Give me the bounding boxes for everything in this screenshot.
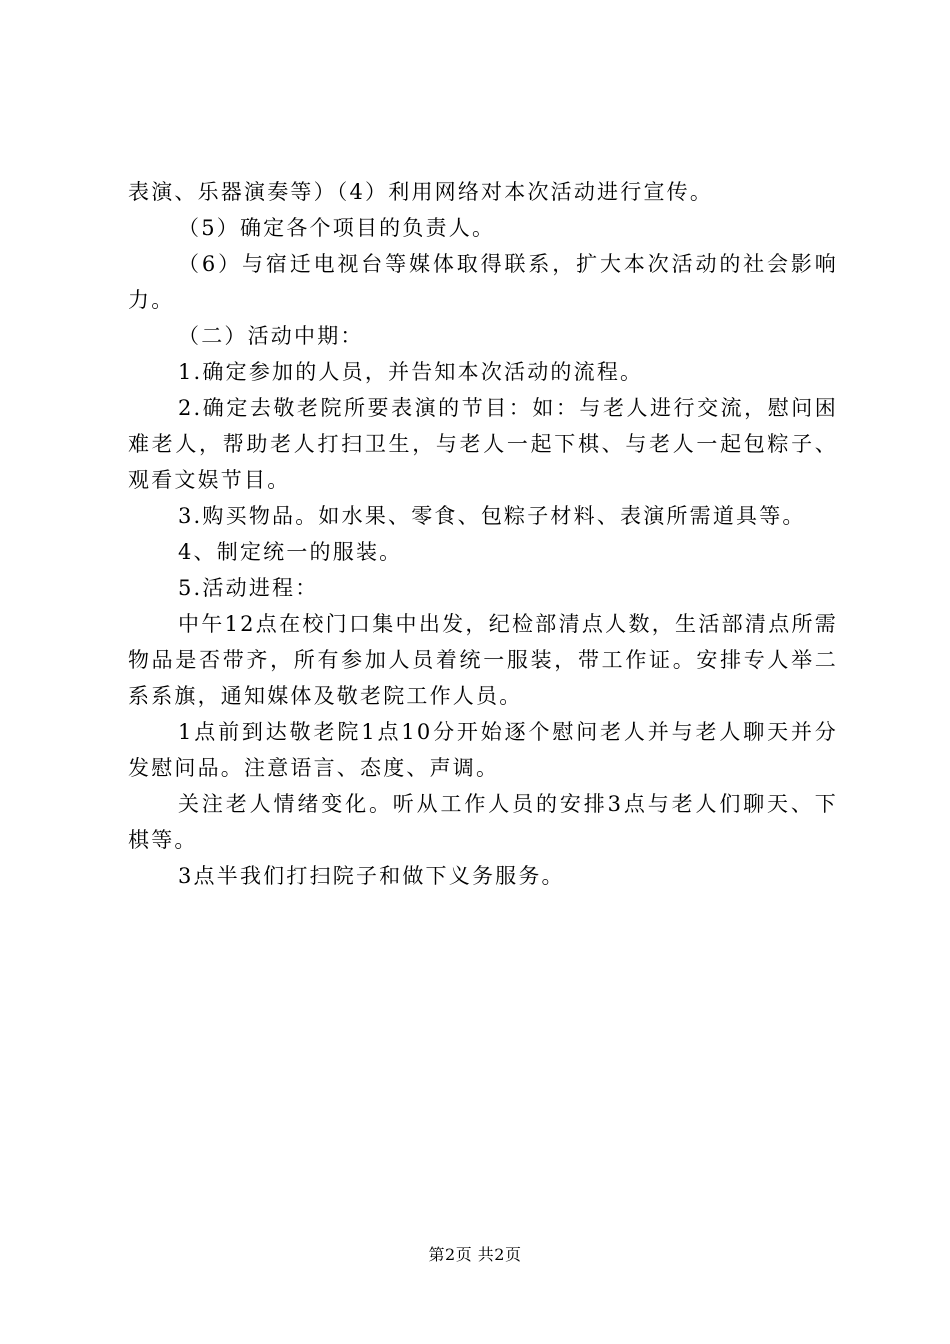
paragraph-6: 2.确定去敬老院所要表演的节目：如：与老人进行交流，慰问困难老人，帮助老人打扫卫生，与老人一起下棋、与老人一起包粽子、观看文娱节目。 (128, 396, 838, 492)
paragraph-13: 3点半我们打扫院子和做下义务服务。 (178, 864, 565, 888)
paragraph-8: 4、制定统一的服装。 (178, 540, 403, 564)
page-number-label: 第2页 共2页 (428, 1245, 522, 1264)
paragraph-12: 关注老人情绪变化。听从工作人员的安排3点与老人们聊天、下棋等。 (128, 792, 838, 852)
document-body (128, 174, 838, 894)
paragraph-2: （5）确定各个项目的负责人。 (178, 216, 496, 240)
paragraph-4: （二）活动中期： (178, 324, 364, 348)
paragraph-1: 表演、乐器演奏等）（4）利用网络对本次活动进行宣传。 (128, 180, 714, 204)
paragraph-10: 中午12点在校门口集中出发，纪检部清点人数，生活部清点所需物品是否带齐，所有参加人员着统一服装，带工作证。安排专人举二系系旗，通知媒体及敬老院工作人员。 (128, 612, 838, 708)
paragraph-11: 1点前到达敬老院1点10分开始逐个慰问老人并与老人聊天并分发慰问品。注意语言、态度、声调。 (128, 720, 838, 780)
paragraph-9: 5.活动进程： (178, 576, 319, 600)
paragraph-5: 1.确定参加的人员，并告知本次活动的流程。 (178, 360, 644, 384)
page-footer (0, 1245, 950, 1265)
paragraph-3: （6）与宿迁电视台等媒体取得联系，扩大本次活动的社会影响力。 (128, 252, 838, 312)
paragraph-7: 3.购买物品。如水果、零食、包粽子材料、表演所需道具等。 (178, 504, 806, 528)
